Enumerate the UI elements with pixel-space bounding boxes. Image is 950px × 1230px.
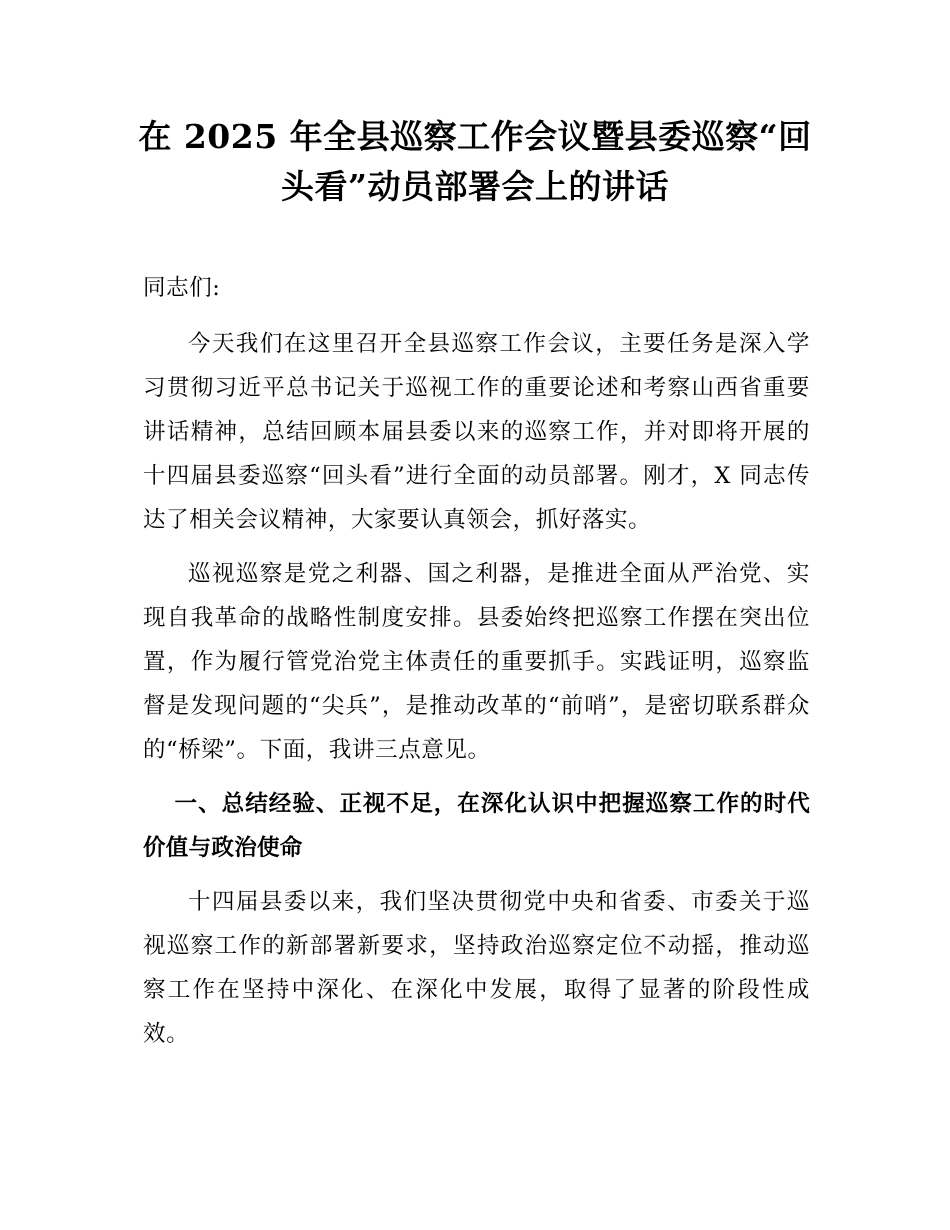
document-body bbox=[143, 266, 810, 1056]
document-title: 在 2025 年全县巡察工作会议暨县委巡察“回头看”动员部署会上的讲话 bbox=[138, 117, 812, 206]
section-heading: 一、总结经验、正视不足，在深化认识中把握巡察工作的时代价值与政治使命 bbox=[143, 791, 810, 861]
paragraph-significance: 巡视巡察是党之利器、国之利器，是推进全面从严治党、实现自我革命的战略性制度安排。县委始终把巡察工作摆在突出位置，作为履行管党治党主体责任的重要抓手。实践证明，巡察监督是发现问题的“尖兵”，是推动改革的“前哨”，是密切联系群众的“桥梁”。下面，我讲三点意见。 bbox=[143, 561, 810, 763]
salutation: 同志们: bbox=[143, 275, 221, 301]
paragraph-achievements: 十四届县委以来，我们坚决贯彻党中央和省委、市委关于巡视巡察工作的新部署新要求，坚持政治巡察定位不动摇，推动巡察工作在坚持中深化、在深化中发展，取得了显著的阶段性成效。 bbox=[143, 889, 810, 1047]
paragraph-opening: 今天我们在这里召开全县巡察工作会议，主要任务是深入学习贯彻习近平总书记关于巡视工作的重要论述和考察山西省重要讲话精神，总结回顾本届县委以来的巡察工作，并对即将开展的十四届县委巡察“回头看”进行全面的动员部署。刚才，X 同志传达了相关会议精神，大家要认真领会，抓好落实。 bbox=[143, 331, 810, 533]
